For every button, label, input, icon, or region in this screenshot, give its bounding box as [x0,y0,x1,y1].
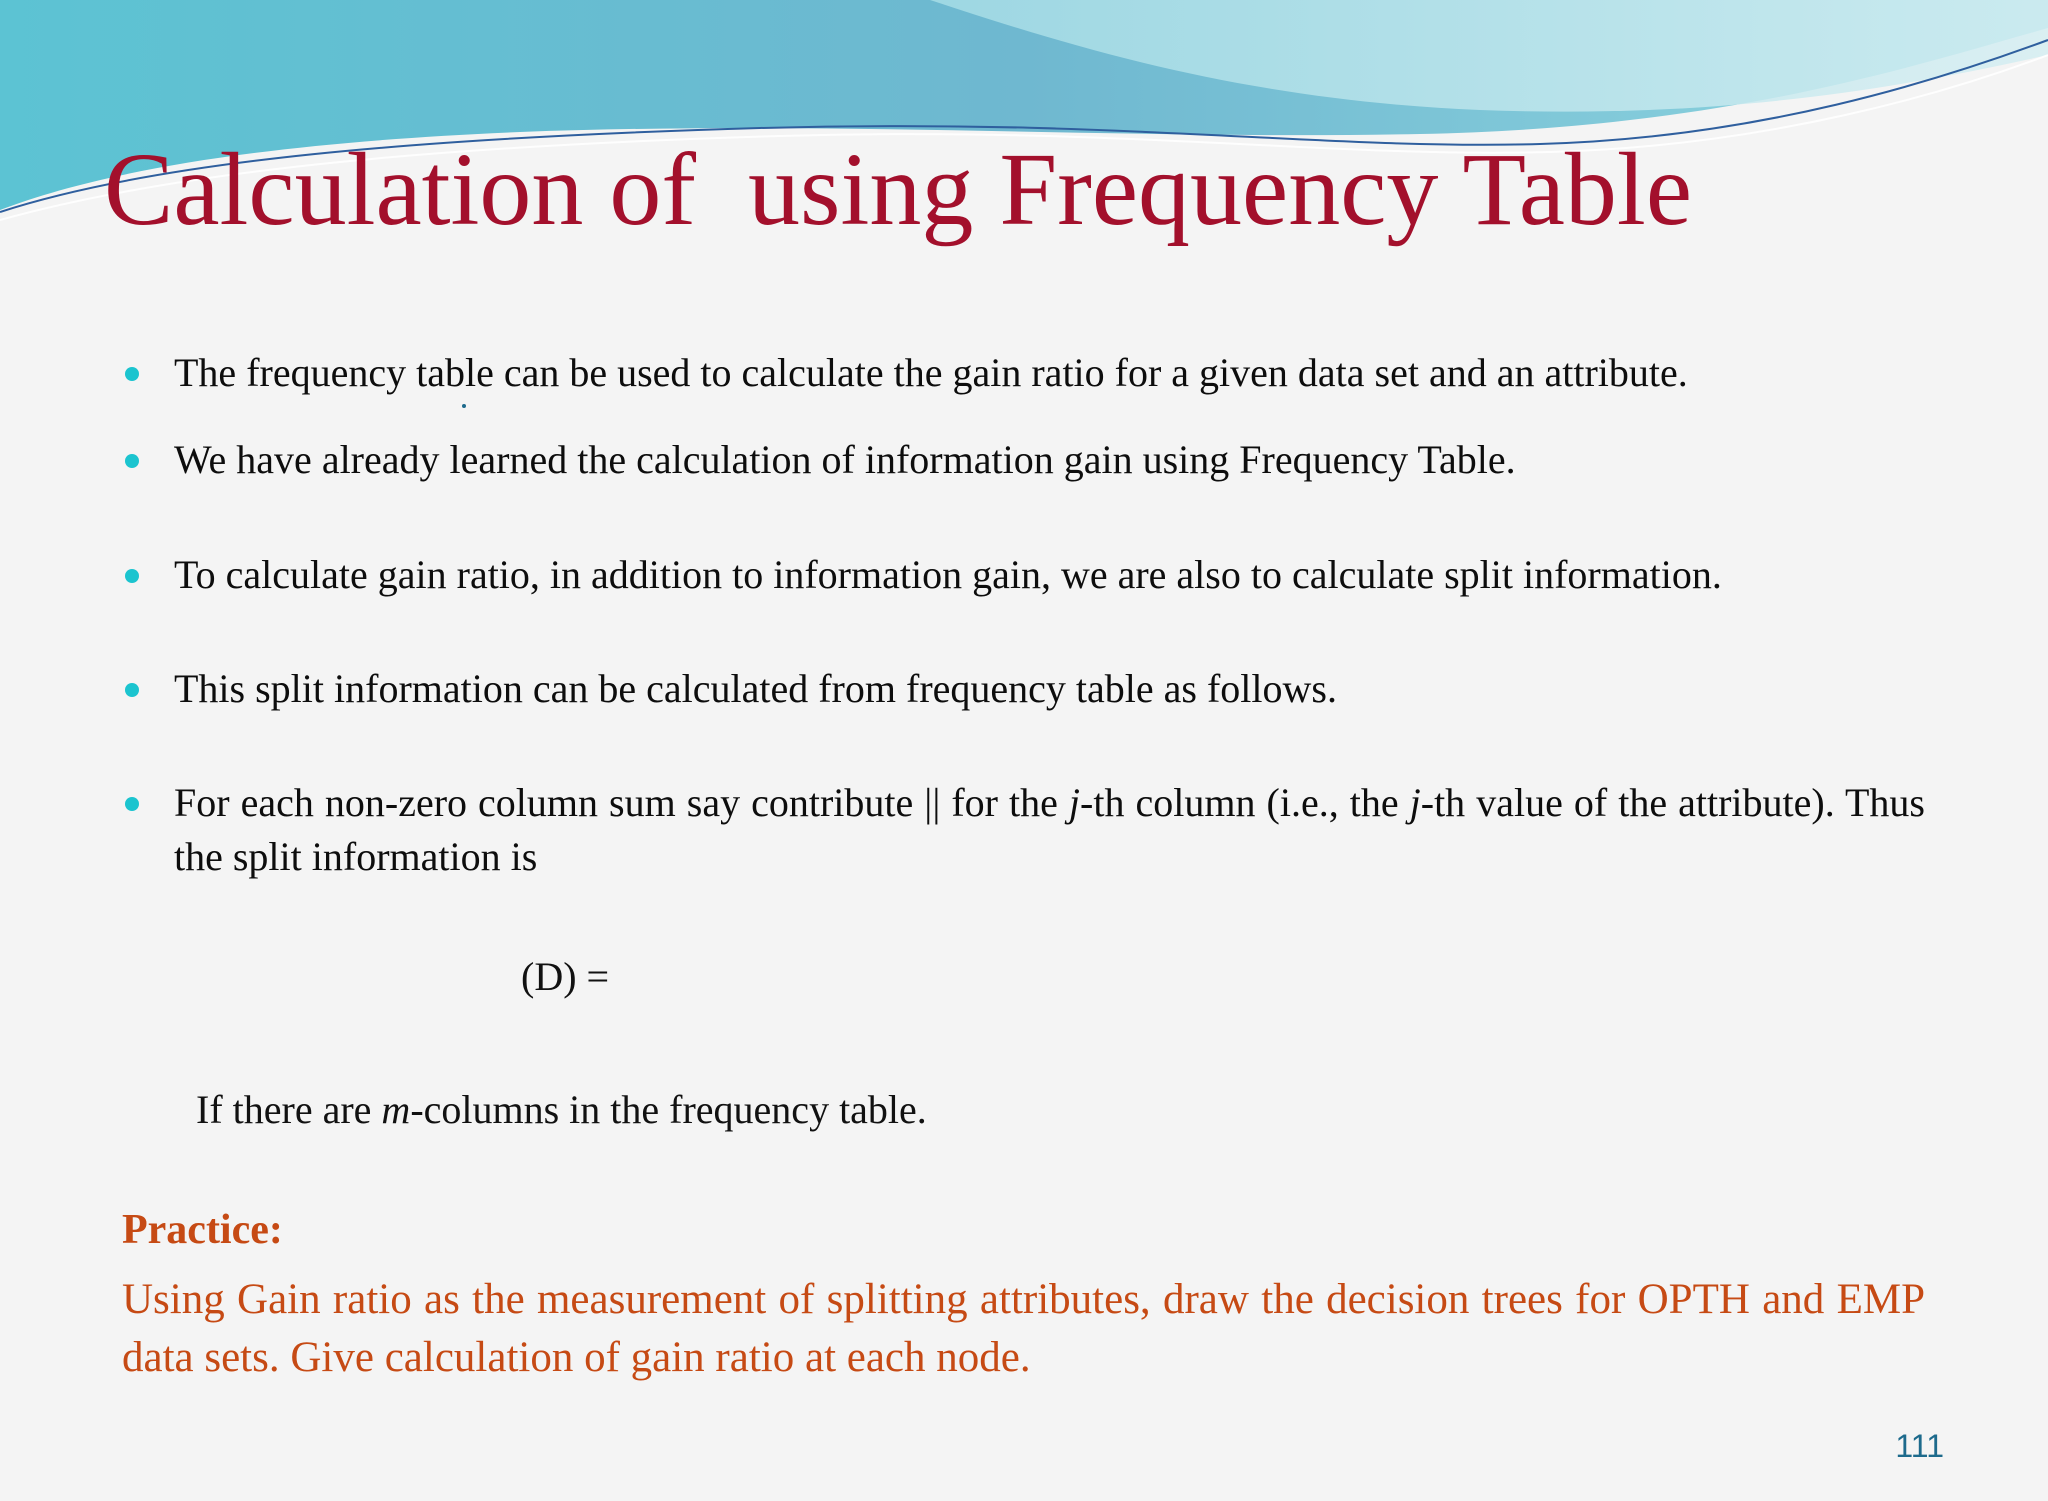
split-info-formula: (D) = [521,954,610,999]
m-columns-note-pre: If there are [196,1087,382,1132]
practice-text: Using Gain ratio as the measurement of splitting attributes, draw the decision trees for OPTH and EMP data sets. Give calculation of gain ratio at each node. [122,1276,1925,1381]
page-number: 111 [1895,1428,1944,1464]
bullet-split-information: This split information can be calculated from frequency table as follows. [174,662,1337,716]
bullet-frequency-table: The frequency table can be used to calculate the gain ratio for a given data set and an attribute. [174,346,1688,400]
bullet-column-sum-text-1: For each non-zero column sum say contribute || for the [174,780,1069,825]
bullet-column-sum-text-3: -th value of the attribute). Thus the split information is [174,780,1926,879]
practice-heading: Practice: [122,1207,283,1253]
m-columns-note [196,1083,927,1137]
bullet-column-sum [174,776,1925,884]
stray-dot [462,404,466,408]
bullet-information-gain: We have already learned the calculation of information gain using Frequency Table. [174,433,1516,487]
j-variable: j [1068,780,1081,825]
m-columns-note-post: -columns in the frequency table. [410,1087,927,1132]
m-variable: m [381,1087,411,1132]
j-variable: j [1409,780,1421,825]
slide-title: Calculation of using Frequency Table [104,132,1692,247]
bullet-column-sum-text-2: -th column (i.e., the [1080,780,1410,825]
bullet-gain-ratio: To calculate gain ratio, in addition to information gain, we are also to calculate split information. [174,548,1722,602]
